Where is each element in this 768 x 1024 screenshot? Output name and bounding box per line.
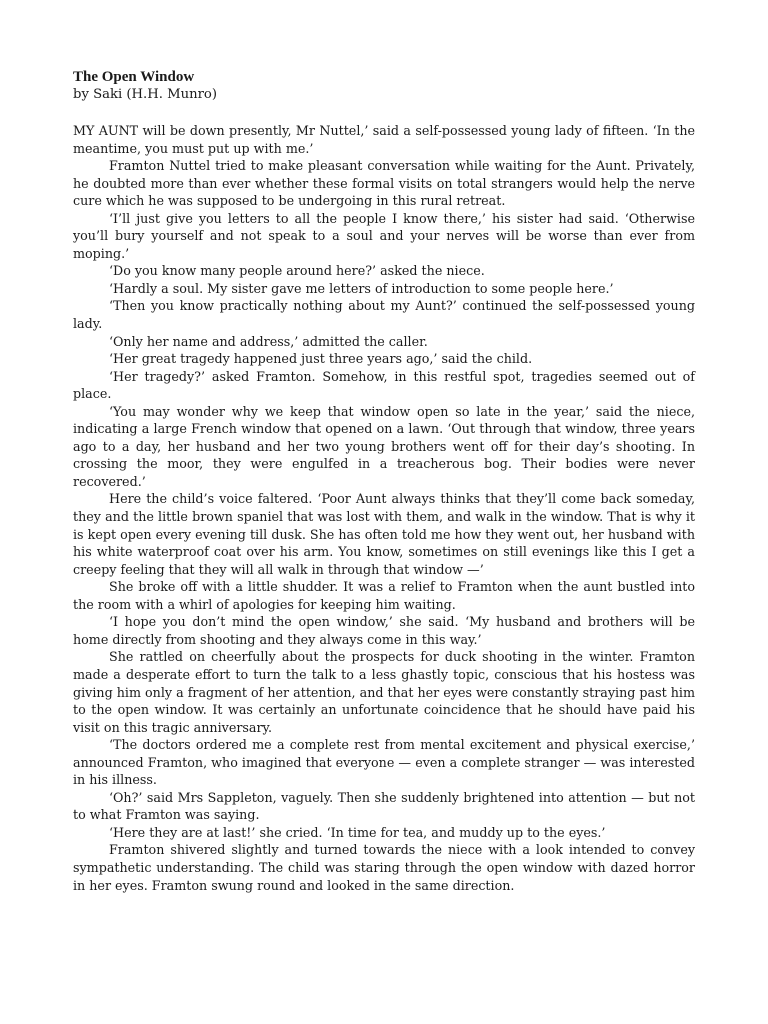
paragraph: Framton Nuttel tried to make pleasant conversation while waiting for the Aunt. Privately, he doubted more than ever whether these formal visits on total strangers would help the nerve cure which he was supposed to be undergoing in this rural retreat. (73, 158, 695, 209)
paragraph: ‘Hardly a soul. My sister gave me letters of introduction to some people here.’ (109, 280, 614, 296)
paragraph: She broke off with a little shudder. It was a relief to Framton when the aunt bustled into the room with a whirl of apologies for keeping him waiting. (73, 579, 695, 612)
paragraph: ‘I hope you don’t mind the open window,’ she said. ‘My husband and brothers will be home directly from shooting and they always come in this way.’ (73, 614, 695, 647)
paragraph: ‘I’ll just give you letters to all the people I know there,’ his sister had said. ‘Otherwise you’ll bury yourself and not speak to a soul and your nerves will be worse than ever from moping.’ (73, 210, 695, 261)
paragraph: She rattled on cheerfully about the prospects for duck shooting in the winter. Framton made a desperate effort to turn the talk to a less ghastly topic, conscious that his hostess was giving him only a fragment of her attention, and that her eyes were constantly straying past him to the open window. It was certainly an unfortunate coincidence that he should have paid his visit on this tragic anniversary. (73, 649, 695, 735)
paragraph: ‘You may wonder why we keep that window open so late in the year,’ said the niece, indicating a large French window that opened on a lawn. ‘Out through that window, three years ago to a day, her husband and her two young brothers went off for their day’s shooting. In crossing the moor, they were engulfed in a treacherous bog. Their bodies were never recovered.’ (73, 403, 695, 489)
paragraph: ‘Oh?’ said Mrs Sappleton, vaguely. Then she suddenly brightened into attention — but not to what Framton was saying. (73, 789, 695, 823)
paragraph: ‘Her great tragedy happened just three years ago,’ said the child. (109, 351, 533, 367)
paragraph: Framton shivered slightly and turned towards the niece with a look intended to convey sympathetic understanding. The child was staring through the open window with dazed horror in her eyes. Framton swung round and looked in the same direction. (73, 842, 695, 893)
paragraph: ‘Her tragedy?’ asked Framton. Somehow, in this restful spot, tragedies seemed out of place. (73, 368, 695, 402)
paragraph: ‘Do you know many people around here?’ asked the niece. (109, 263, 485, 279)
paragraph: ‘Then you know practically nothing about my Aunt?’ continued the self-possessed young lady. (73, 298, 695, 332)
paragraph: Here the child’s voice faltered. ‘Poor Aunt always thinks that they’ll come back someday, they and the little brown spaniel that was lost with them, and walk in the window. That is why it is kept open every evening till dusk. She has often told me how they went out, her husband with his white waterproof coat over his arm. You know, sometimes on still evenings like this I get a creepy feeling that they will all walk in through that window —’ (73, 491, 695, 577)
document-title: The Open Window (73, 69, 195, 85)
paragraph: ‘Only her name and address,’ admitted the caller. (109, 333, 428, 349)
paragraph: ‘The doctors ordered me a complete rest from mental excitement and physical exercise,’ announced Framton, who imagined that everyone — even a complete stranger — was interested in his illness. (73, 737, 695, 788)
paragraph: MY AUNT will be down presently, Mr Nuttel,’ said a self-possessed young lady of fifteen. ‘In the meantime, you must put up with me.’ (73, 123, 695, 156)
paragraph: ‘Here they are at last!’ she cried. ‘In time for tea, and muddy up to the eyes.’ (109, 824, 606, 840)
document-page (73, 68, 695, 894)
story-body (73, 122, 695, 894)
document-byline: by Saki (H.H. Munro) (73, 87, 217, 102)
